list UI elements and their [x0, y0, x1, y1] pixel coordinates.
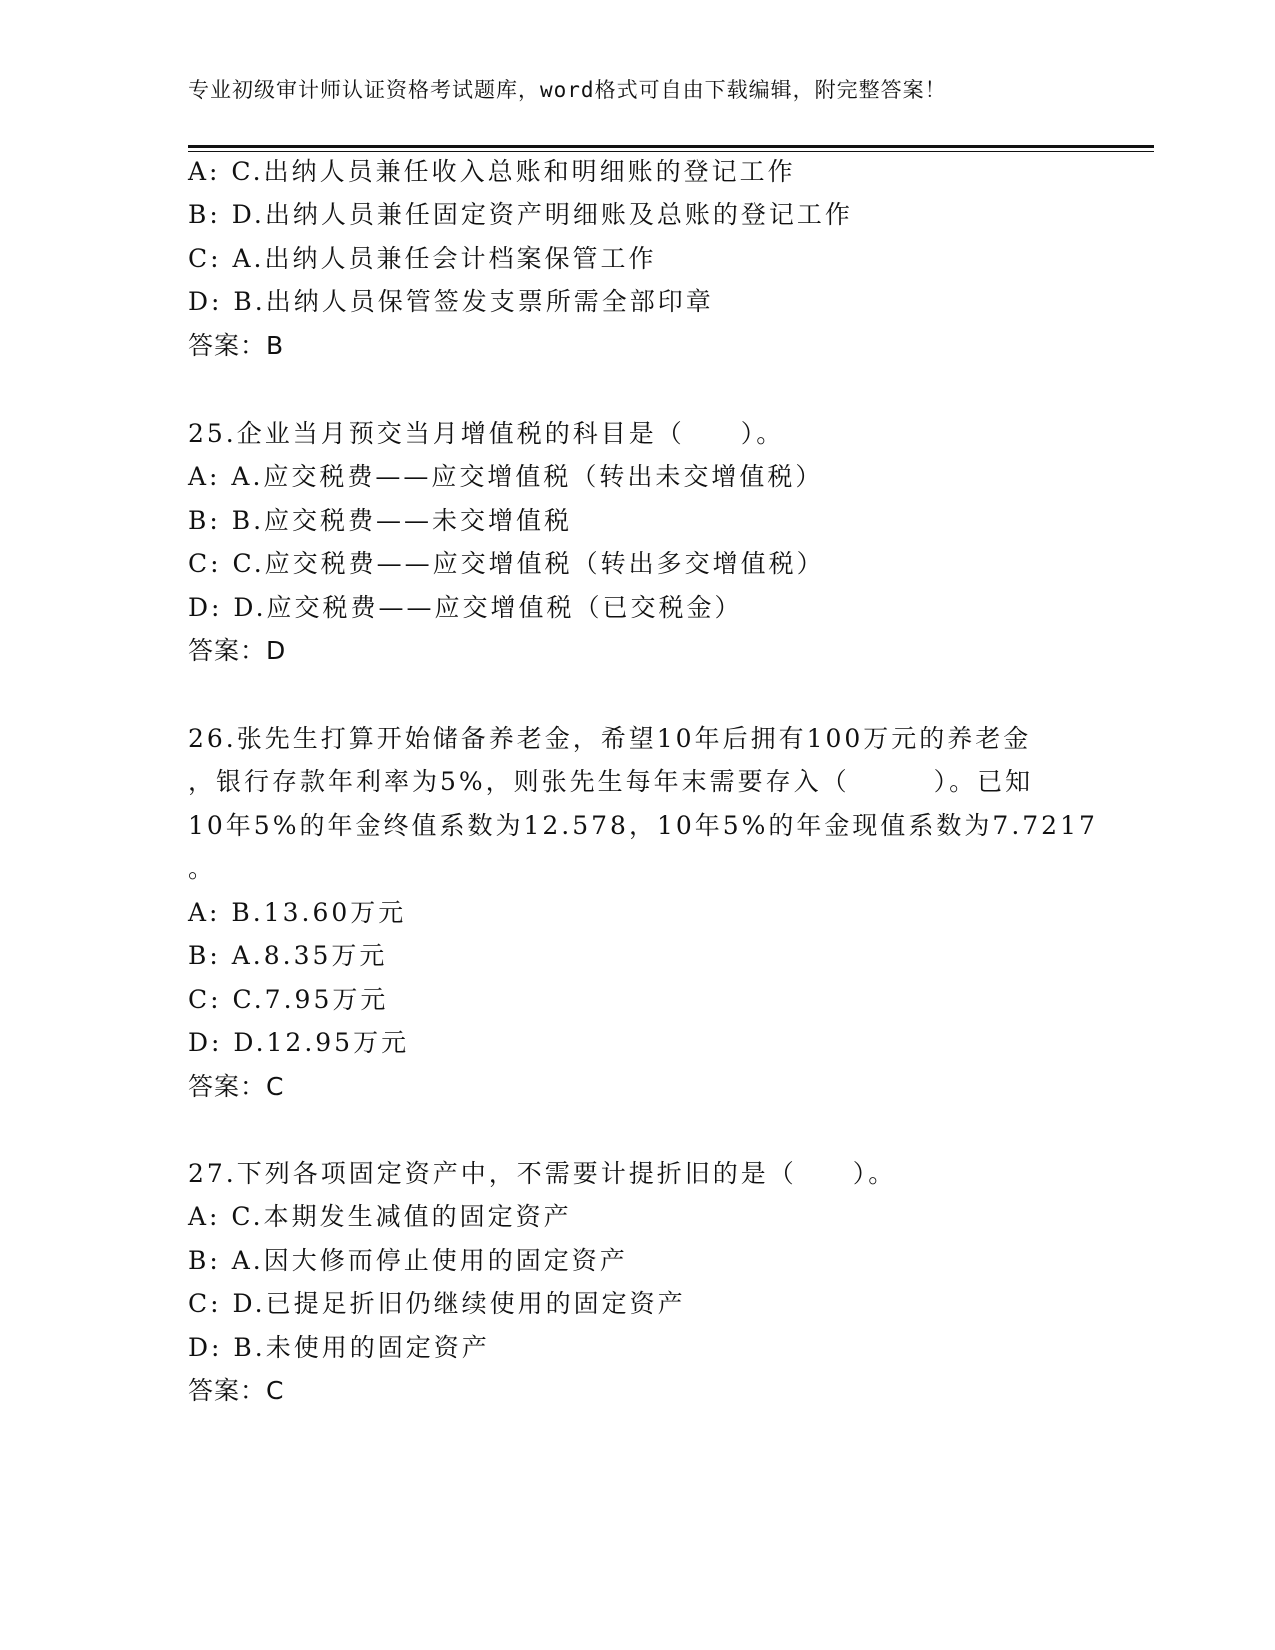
- q24-option-c: C: A.出纳人员兼任会计档案保管工作: [188, 244, 657, 273]
- q26-option-a: A: B.13.60万元: [188, 898, 407, 927]
- q27-option-d: D: B.未使用的固定资产: [188, 1333, 490, 1362]
- q26-question-line-4: 。: [188, 854, 217, 883]
- q27-option-c: C: D.已提足折旧仍继续使用的固定资产: [188, 1289, 686, 1318]
- q26-option-b: B: A.8.35万元: [188, 941, 388, 970]
- q24-option-a: A: C.出纳人员兼任收入总账和明细账的登记工作: [188, 157, 796, 186]
- q25-question: 25.企业当月预交当月增值税的科目是（ ）。: [188, 419, 785, 448]
- q25-option-b: B: B.应交税费——未交增值税: [188, 506, 573, 535]
- q25-option-d: D: D.应交税费——应交增值税（已交税金）: [188, 593, 743, 622]
- q26-question-line-3: 10年5%的年金终值系数为12.578，10年5%的年金现值系数为7.7217: [188, 811, 1098, 840]
- q26-question-line-2: ，银行存款年利率为5%，则张先生每年末需要存入（ ）。已知: [188, 767, 1034, 796]
- header-rule-thick: [188, 145, 1154, 148]
- q26-question-line-1: 26.张先生打算开始储备养老金，希望10年后拥有100万元的养老金: [188, 724, 1032, 753]
- q25-answer: 答案：D: [188, 636, 287, 665]
- q25-option-c: C: C.应交税费——应交增值税（转出多交增值税）: [188, 549, 825, 578]
- q27-answer: 答案：C: [188, 1376, 285, 1405]
- q26-option-d: D: D.12.95万元: [188, 1028, 410, 1057]
- q27-question: 27.下列各项固定资产中，不需要计提折旧的是（ ）。: [188, 1159, 897, 1188]
- q25-option-a: A: A.应交税费——应交增值税（转出未交增值税）: [188, 462, 824, 491]
- q27-option-a: A: C.本期发生减值的固定资产: [188, 1202, 572, 1231]
- header-rule-thin: [188, 151, 1154, 152]
- q26-answer: 答案：C: [188, 1072, 285, 1101]
- page-header: 专业初级审计师认证资格考试题库，word格式可自由下载编辑，附完整答案！: [188, 78, 947, 102]
- q24-option-d: D: B.出纳人员保管签发支票所需全部印章: [188, 287, 714, 316]
- q26-option-c: C: C.7.95万元: [188, 985, 389, 1014]
- q24-option-b: B: D.出纳人员兼任固定资产明细账及总账的登记工作: [188, 200, 853, 229]
- q24-answer: 答案：B: [188, 331, 285, 360]
- q27-option-b: B: A.因大修而停止使用的固定资产: [188, 1246, 628, 1275]
